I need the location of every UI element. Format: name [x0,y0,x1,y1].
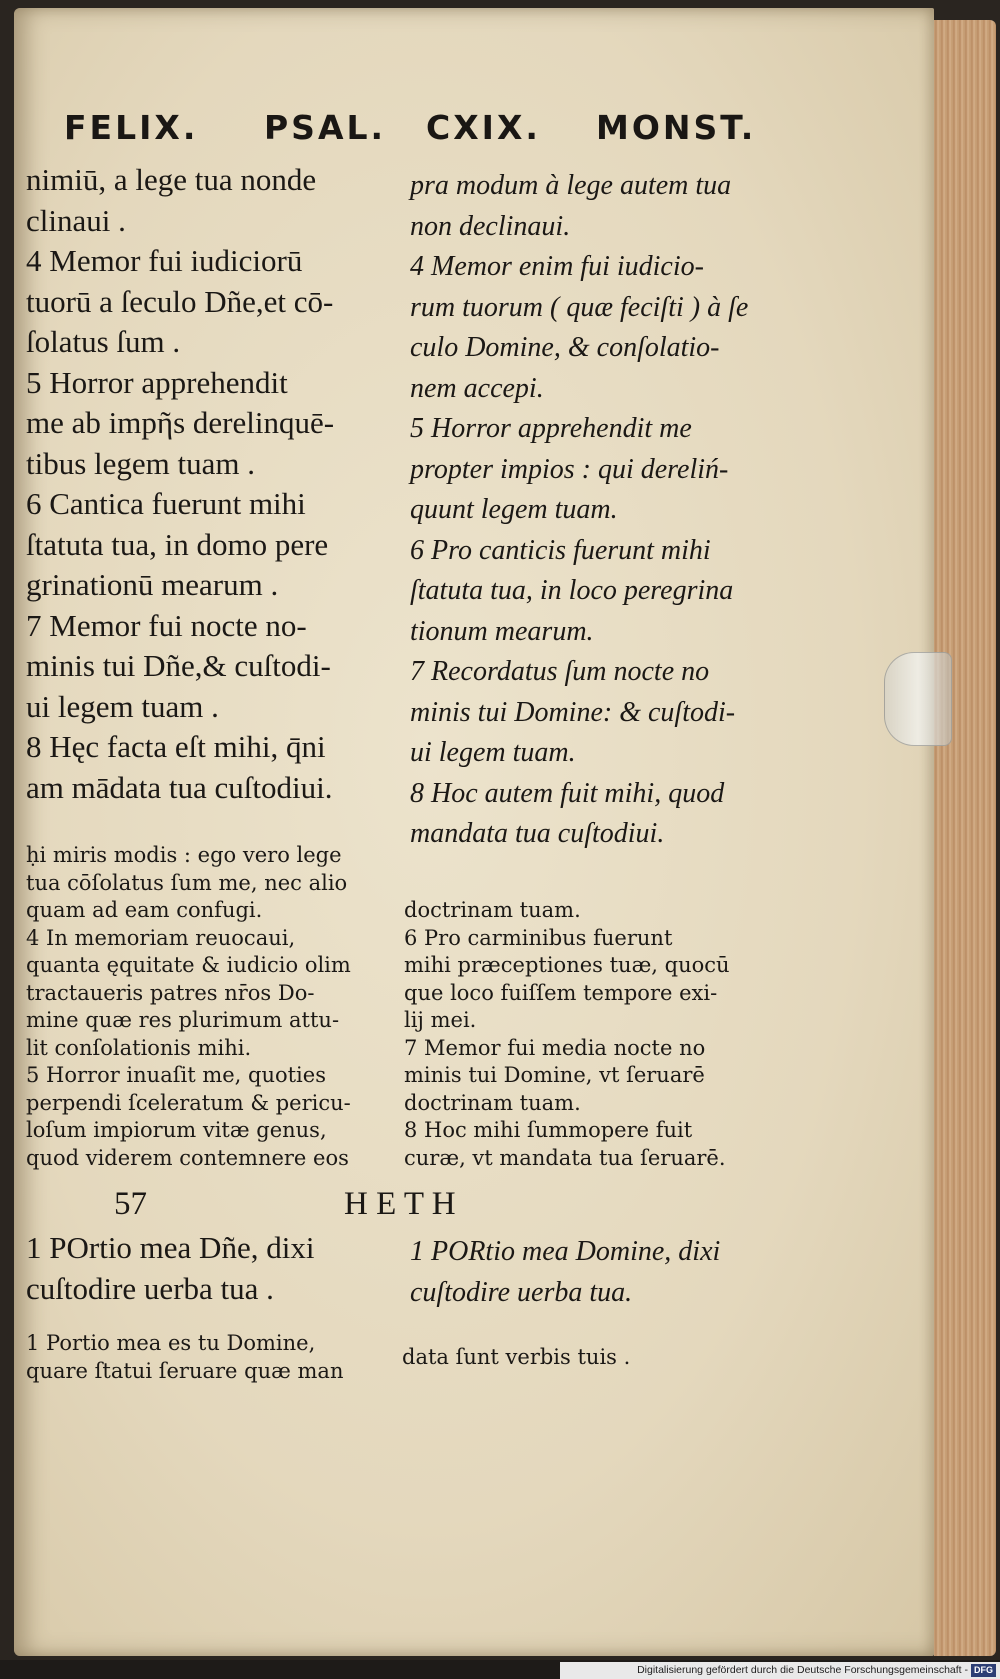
right-heth-column [410,1232,810,1313]
left-gloss-line: quam ad eam confugi. [26,898,263,922]
dfg-logo: DFG [971,1664,996,1677]
right-main-line: 5 Horror apprehendit me [410,413,692,444]
left-main-line: clinaui . [26,202,126,238]
left-gloss-line: mine quæ res plurimum attu- [26,1008,340,1032]
left-main-line: am mādata tua cuſtodiui. [26,769,333,805]
left-main-column [26,160,406,808]
right-gloss-column [404,897,804,1172]
right-main-line: 4 Memor enim fui iudicio- [410,251,704,282]
left-main-line: 5 Horror apprehendit [26,364,288,400]
left-gloss-line: quod viderem contemnere eos [26,1145,349,1170]
right-main-line: 8 Hoc autem fuit mihi, quod [410,777,725,809]
right-gloss-line: lij mei. [404,1008,477,1032]
book-fore-edge [934,20,996,1656]
left-gloss-line: quanta ęquitate & iudicio olim [26,953,351,977]
left-gloss-line: tractaueris patres nr̄os Do- [26,980,315,1005]
left-gloss-line: perpendi ſceleratum & pericu- [26,1090,351,1115]
left-main-line: 8 Hęc facta eſt mihi, q̄ni [26,729,326,764]
left-gloss-line: ḥi miris modis : ego vero lege [26,843,342,867]
right-gloss-line: que loco fuiſſem tempore exi- [404,980,718,1005]
left-main-line: me ab impῆs derelinquē- [26,405,335,440]
page-clip [884,652,952,746]
right-main-line: ui legem tuam. [410,737,576,768]
left-main-line: 7 Memor fui nocte no- [26,607,307,643]
left-main-line: ſolatus ſum . [26,324,181,359]
left-heth-gloss-line: 1 Portio mea es tu Domine, [26,1331,316,1355]
right-main-line: non declinaui. [410,210,571,242]
left-gloss-line: 4 In memoriam reuocaui, [26,925,296,950]
running-head-psal: PSAL. [264,108,387,147]
right-gloss-line: minis tui Domine, vt ſeruarē [404,1063,705,1087]
left-main-line: ui legem tuam . [26,688,219,724]
right-gloss-line: mihi præceptiones tuæ, quocū [404,953,730,977]
right-gloss-line: doctrinam tuam. [404,1090,581,1115]
left-gloss-line: tua cōſolatus ſum me, nec alio [26,870,348,895]
right-main-line: quunt legem tuam. [410,494,618,525]
section-letter-heth: H E T H [344,1186,456,1222]
right-main-line: tionum mearum. [410,615,594,647]
right-gloss-line: 8 Hoc mihi ſummopere fuit [404,1118,693,1142]
digitization-credit [560,1662,1000,1679]
left-gloss-line: lit conſolationis mihi. [26,1035,252,1060]
right-gloss-line: doctrinam tuam. [404,898,581,922]
right-gloss-line: curæ, vt mandata tua ſeruarē. [404,1145,726,1170]
right-main-line: 7 Recordatus ſum nocte no [410,656,710,687]
right-gloss-line: 7 Memor fui media nocte no [404,1035,706,1060]
left-main-line: ſtatuta tua, in domo pere [26,526,329,562]
left-main-line: 4 Memor fui iudiciorū [26,243,303,278]
right-main-line: minis tui Domine: & cuſtodi- [410,696,736,728]
left-main-line: minis tui Dñe,& cuſtodi- [26,648,331,683]
right-gloss-line: 6 Pro carminibus fuerunt [404,925,673,950]
credit-text: Digitalisierung gefördert durch die Deutsche Forschungsgemeinschaft - [637,1664,968,1676]
right-heth-line: 1 PORtio mea Domine, dixi [410,1236,721,1267]
left-gloss-column [26,842,406,1172]
left-main-line: 6 Cantica fuerunt mihi [26,486,306,521]
left-heth-gloss-line: quare ſtatui ſeruare quæ man [26,1358,344,1383]
left-heth-column [26,1228,406,1309]
right-main-line: mandata tua cuſtodiui. [410,818,665,849]
running-head-monst: MONST. [596,108,757,147]
section-heading [114,1186,614,1232]
right-main-line: propter impios : qui dereliń- [410,453,729,485]
left-main-line: nimiū, a lege tua nonde [26,162,317,197]
left-heth-line: 1 POrtio mea Dñe, dixi [26,1230,315,1265]
running-head [64,108,864,158]
right-main-line: 6 Pro canticis fuerunt mihi [410,534,711,566]
right-main-line: nem accepi. [410,372,544,404]
right-heth-gloss [402,1344,802,1372]
left-heth-gloss [26,1330,406,1385]
section-number: 57 [114,1186,147,1222]
right-heth-gloss-line: data ſunt verbis tuis . [402,1345,631,1369]
right-main-line: ſtatuta tua, in loco peregrina [410,575,734,606]
running-head-cxix: CXIX. [426,108,541,147]
right-heth-line: cuſtodire uerba tua. [410,1276,633,1308]
right-main-line: pra modum à lege autem tua [410,170,732,201]
left-gloss-line: 5 Horror inuaſit me, quoties [26,1063,326,1087]
left-gloss-line: loſum impiorum vitæ genus, [26,1118,327,1142]
running-head-felix: FELIX. [64,108,199,147]
left-main-line: tuorū a ſeculo Dñe,et cō- [26,283,334,319]
book-page [14,8,934,1656]
right-main-column [410,166,810,855]
left-heth-line: cuſtodire uerba tua . [26,1270,274,1306]
right-main-line: culo Domine, & conſolatio- [410,332,720,363]
left-main-line: grinationū mearum . [26,567,279,602]
right-main-line: rum tuorum ( quæ feciſti ) à ſe [410,291,749,323]
left-main-line: tibus legem tuam . [26,445,256,481]
